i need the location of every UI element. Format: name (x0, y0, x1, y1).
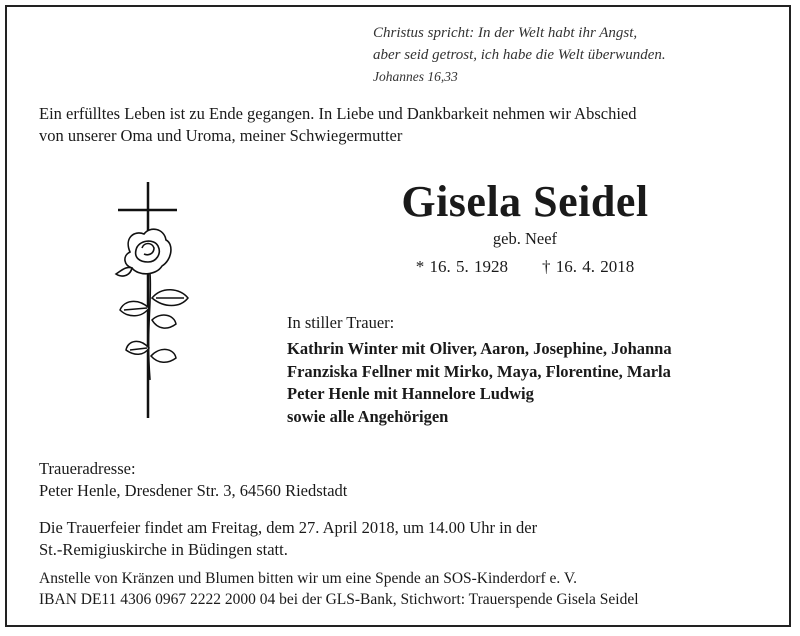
maiden-name: geb. Neef (492, 229, 558, 248)
quote-reference: Johannes 16,33 (373, 69, 458, 84)
donation-info (39, 568, 779, 610)
funeral-line-1: Die Trauerfeier findet am Freitag, dem 27. April 2018, um 14.00 Uhr in der (39, 518, 538, 537)
bible-quote (373, 22, 666, 88)
birth-date: * 16. 5. 1928 (415, 257, 508, 276)
intro-text (39, 103, 769, 147)
mourner-line: Franziska Fellner mit Mirko, Maya, Florentine, Marla (287, 361, 671, 381)
intro-line-2: von unserer Oma und Uroma, meiner Schwiegermutter (39, 126, 403, 145)
life-dates (330, 256, 720, 278)
quote-line-2: aber seid getrost, ich habe die Welt überwunden. (373, 47, 666, 63)
mourners-heading: In stiller Trauer: (287, 313, 395, 332)
deceased-name: Gisela Seidel (401, 177, 649, 226)
intro-line-1: Ein erfülltes Leben ist zu Ende gegangen. In Liebe und Dankbarkeit nehmen wir Abschied (39, 104, 637, 123)
donation-line-2: IBAN DE11 4306 0967 2222 2000 04 bei der GLS-Bank, Stichwort: Trauerspende Gisela Seidel (39, 591, 639, 608)
mourner-line: sowie alle Angehörigen (287, 406, 449, 426)
mourning-address (39, 458, 759, 502)
address-value: Peter Henle, Dresdener Str. 3, 64560 Riedstadt (39, 481, 348, 500)
donation-line-1: Anstelle von Kränzen und Blumen bitten wir um eine Spende an SOS-Kinderdorf e. V. (39, 570, 577, 587)
address-label: Traueradresse: (39, 459, 136, 478)
mourners-list (287, 338, 672, 428)
cross-rose-icon (100, 180, 200, 420)
quote-line-1: Christus spricht: In der Welt habt ihr Angst, (373, 25, 638, 41)
death-date: † 16. 4. 2018 (542, 257, 635, 276)
mourner-line: Kathrin Winter mit Oliver, Aaron, Josephine, Johanna (287, 339, 672, 358)
funeral-info (39, 517, 779, 561)
mourner-line: Peter Henle mit Hannelore Ludwig (287, 384, 534, 403)
funeral-line-2: St.-Remigiuskirche in Büdingen statt. (39, 540, 288, 559)
